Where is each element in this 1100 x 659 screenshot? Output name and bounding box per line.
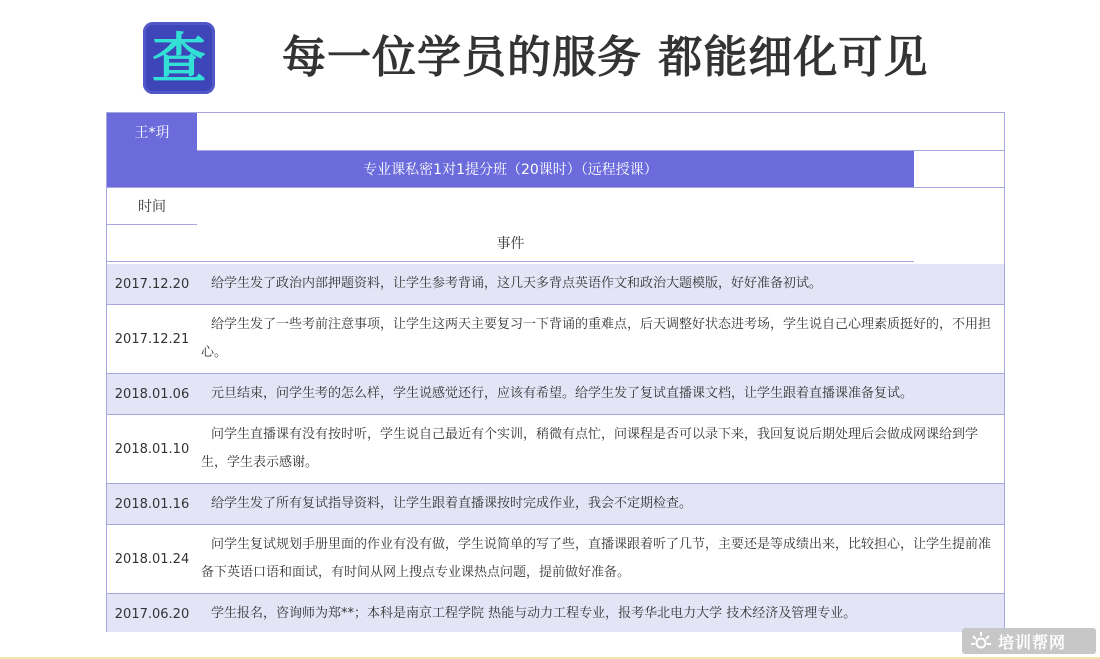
watermark-text: 培训帮网: [998, 632, 1067, 652]
course-title-bar: 专业课私密1对1提分班（20课时）（远程授课）: [107, 151, 914, 187]
time-column-header: 时间: [138, 199, 166, 215]
table-row: [107, 484, 1005, 525]
divider: [107, 261, 914, 262]
table-row: [107, 525, 1005, 594]
table-row: [107, 594, 1005, 632]
entry-text: 给学生发了政治内部押题资料，让学生参考背诵，这几天多背点英语作文和政治大题模版，好好准备初试。: [211, 276, 823, 291]
service-record-table: [106, 112, 1005, 632]
entry-text: 给学生发了一些考前注意事项，让学生这两天主要复习一下背诵的重难点，后天调整好状态进考场，学生说自己心理素质挺好的，不用担心。: [201, 317, 992, 360]
entry-text: 元旦结束，问学生考的怎么样，学生说感觉还行，应该有希望。给学生发了复试直播课文档，让学生跟着直播课准备复试。: [211, 386, 914, 401]
app-logo: [143, 22, 215, 94]
sun-logo-icon: [970, 630, 992, 652]
table-row: [107, 264, 1005, 305]
event-column-header: 事件: [496, 236, 525, 252]
logo-character: 查: [152, 26, 206, 90]
entry-date: 2018.01.10: [114, 441, 190, 457]
entry-date: 2017.12.21: [114, 331, 190, 347]
entry-date: 2018.01.06: [114, 386, 190, 402]
page-headline: 每一位学员的服务 都能细化可见: [282, 32, 929, 83]
entry-text: 问学生直播课有没有按时听，学生说自己最近有个实训，稍微有点忙，问课程是否可以录下来，我回复说后期处理后会做成网课给到学生，学生表示感谢。: [201, 427, 979, 470]
entry-date: 2017.06.20: [114, 606, 190, 622]
entry-date: 2018.01.24: [114, 551, 190, 567]
divider: [107, 187, 1005, 188]
entry-date: 2017.12.20: [114, 276, 190, 292]
entry-text: 给学生发了所有复试指导资料，让学生跟着直播课按时完成作业，我会不定期检查。: [211, 496, 693, 511]
table-row: [107, 374, 1005, 415]
entry-text: 学生报名，咨询师为郑**；本科是南京工程学院 热能与动力工程专业，报考华北电力大学 技术经济及管理专业。: [211, 606, 857, 621]
table-row: [107, 415, 1005, 484]
entries-list: [107, 264, 1005, 632]
table-row: [107, 305, 1005, 374]
entry-date: 2018.01.16: [114, 496, 190, 512]
site-watermark: [962, 628, 1096, 654]
entry-text: 问学生复试规划手册里面的作业有没有做，学生说简单的写了些，直播课跟着听了几节，主要还是等成绩出来，比较担心，让学生提前准备下英语口语和面试，有时间从网上搜点专业课热点问题，提前做好准备。: [201, 537, 992, 580]
student-name-cell: 王*玥: [107, 113, 197, 151]
